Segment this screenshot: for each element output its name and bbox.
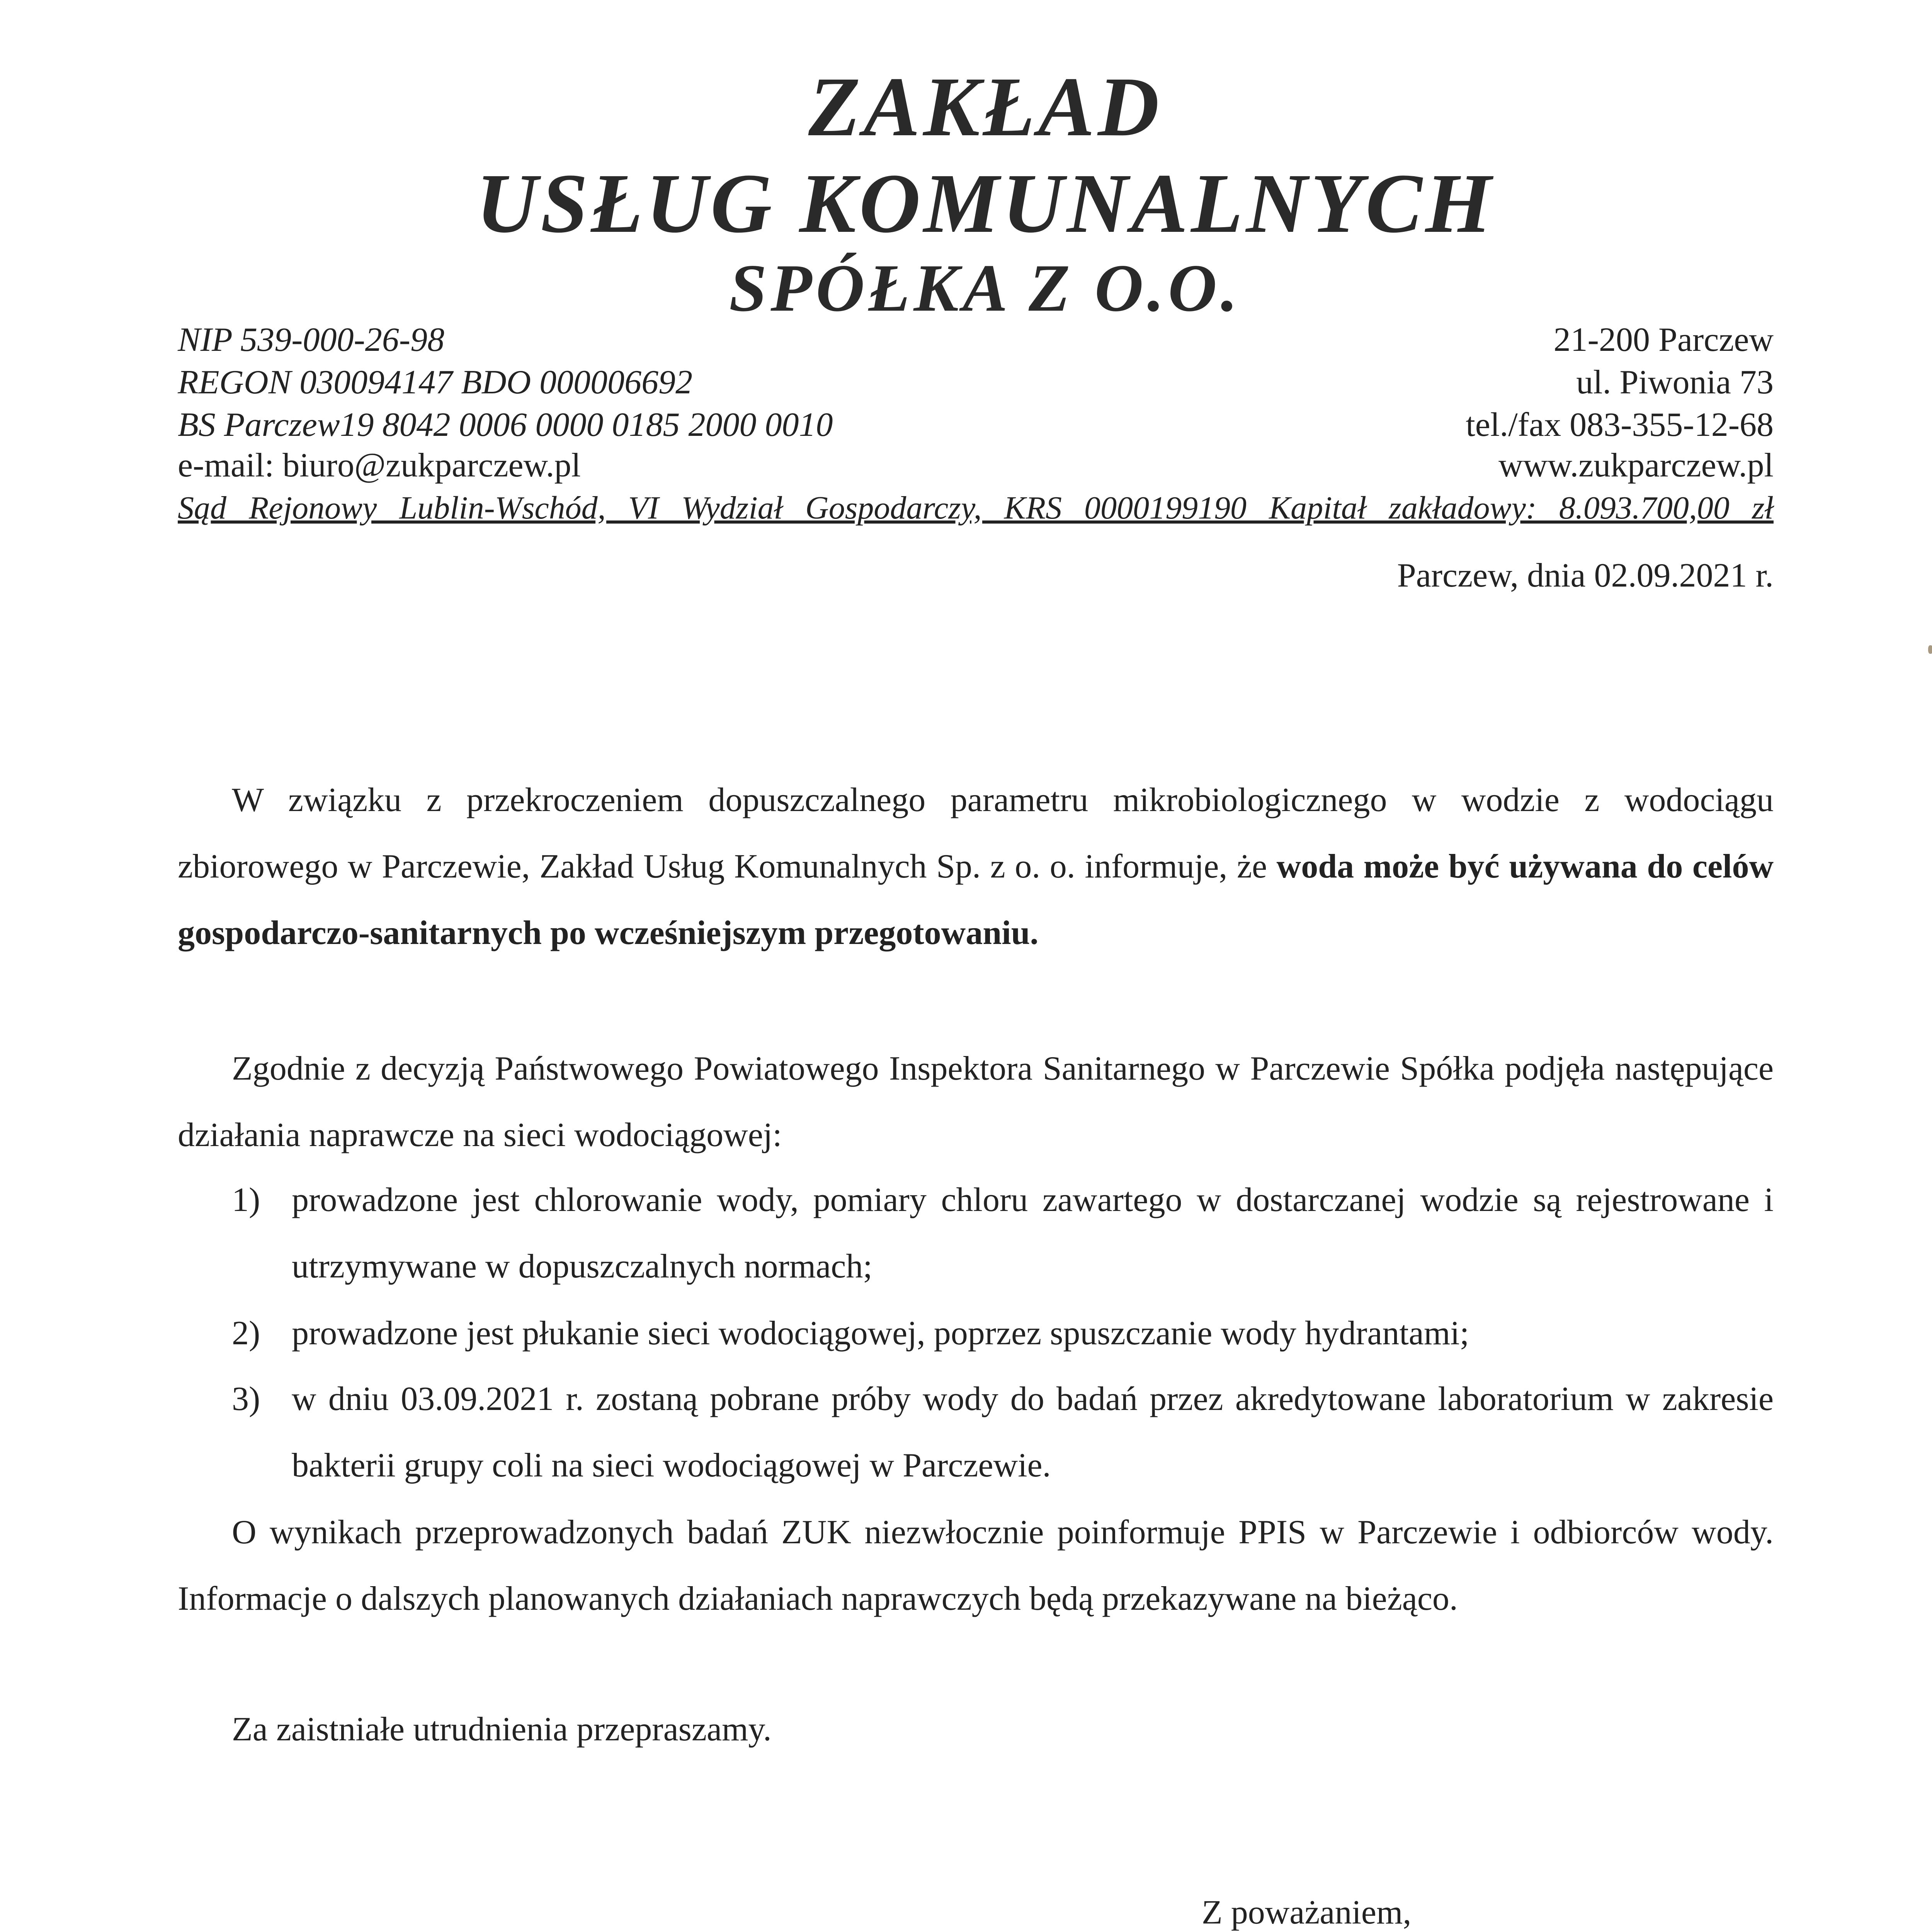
paragraph-apology: Za zaistniałe utrudnienia przepraszamy. [232,1711,772,1748]
scan-speck [1928,645,1932,654]
letter-date: Parczew, dnia 02.09.2021 r. [1397,557,1774,594]
list-item-number: 3) [232,1380,260,1418]
postal-city: 21-200 Parczew [1553,321,1774,359]
paragraph-results: O wynikach przeprowadzonych badań ZUK niezwłocznie poinformuje PPIS w Parczewie i odbiorców wody. Informacje o dalszych planowanych działaniach naprawczych będą przekazywane na bieżąco. [178,1514,1774,1617]
list-item [232,1167,1774,1300]
street-address: ul. Piwonia 73 [1576,364,1774,401]
notice-text: W związku z przekroczeniem dopuszczalnego parametru mikrobiologicznego w wodzie z wodociągu zbiorowego w Parczewie, Zakład Usług Komunalnych Sp. z o. o. informuje, że [178,781,1774,885]
court-registration-line: Sąd Rejonowy Lublin-Wschód, VI Wydział Gospodarczy, KRS 0000199190 Kapitał zakładowy: 8.093.700,00 zł [178,490,1774,526]
regon-bdo-number: REGON 030094147 BDO 000006692 [178,364,693,401]
bank-account: BS Parczew19 8042 0006 0000 0185 2000 0010 [178,406,833,444]
nip-number: NIP 539-000-26-98 [178,321,445,359]
list-item-text: prowadzone jest chlorowanie wody, pomiary chloru zawartego w dostarczanej wodzie są rejestrowane i utrzymywane w dopuszczalnych normach; [292,1181,1774,1285]
list-item-text: prowadzone jest płukanie sieci wodociągowej, poprzez spuszczanie wody hydrantami; [292,1315,1469,1352]
closing-salutation: Z poważaniem, [1202,1894,1412,1931]
list-item [232,1366,1774,1499]
company-name-line1: ZAKŁAD [808,60,1162,154]
email-address: e-mail: biuro@zukparczew.pl [178,447,581,484]
list-item [232,1300,1774,1367]
notice-bold-text: woda może być używana do celów gospodarczo-sanitarnych po wcześniejszym przegotowaniu. [178,848,1774,952]
paragraph-notice [178,767,1774,966]
company-name-line3: SPÓŁKA Z O.O. [729,250,1242,325]
company-name-line2: USŁUG KOMUNALNYCH [476,156,1495,250]
list-item-text: w dniu 03.09.2021 r. zostaną pobrane próby wody do badań przez akredytowane laboratorium w zakresie bakterii grupy coli na sieci wodociągowej w Parczewie. [292,1380,1774,1484]
list-item-number: 1) [232,1181,260,1219]
paragraph-decision: Zgodnie z decyzją Państwowego Powiatowego Inspektora Sanitarnego w Parczewie Spółka podjęła następujące działania naprawcze na sieci wodociągowej: [178,1050,1774,1154]
phone-fax: tel./fax 083-355-12-68 [1466,406,1774,444]
list-item-number: 2) [232,1315,260,1352]
website-url: www.zukparczew.pl [1498,447,1774,484]
